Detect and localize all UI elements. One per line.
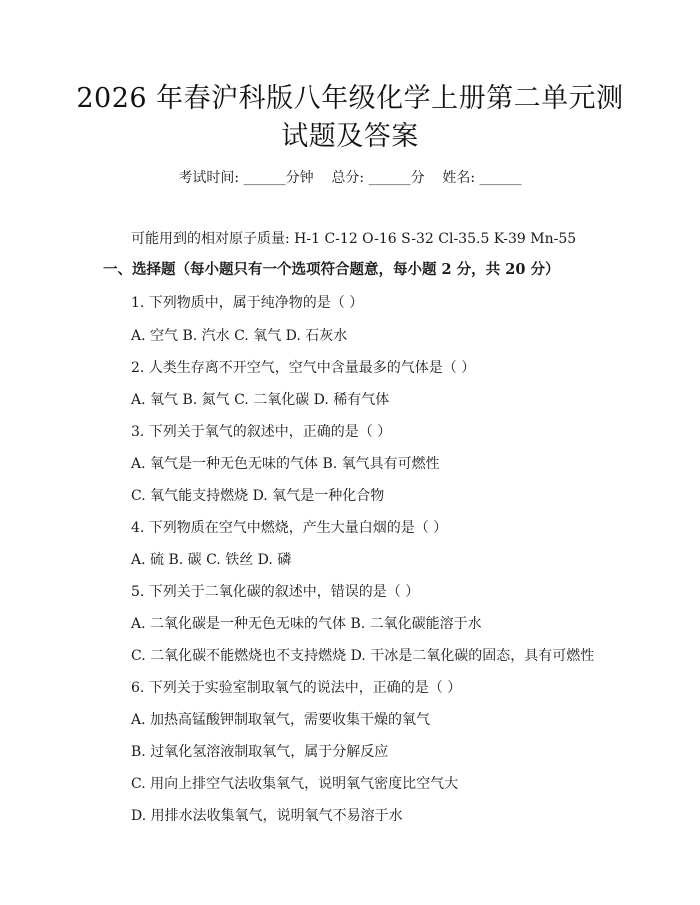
question-options: A. 空气 B. 汽水 C. 氧气 D. 石灰水	[131, 328, 348, 344]
question-options: B. 过氧化氢溶液制取氧气，属于分解反应	[131, 744, 389, 760]
question-options: C. 用向上排空气法收集氧气，说明氧气密度比空气大	[131, 776, 459, 792]
question-stem: 5. 下列关于二氧化碳的叙述中，错误的是（ ）	[131, 584, 420, 600]
question-options: A. 氧气是一种无色无味的气体 B. 氧气具有可燃性	[131, 456, 440, 472]
question-stem: 3. 下列关于氧气的叙述中，正确的是（ ）	[131, 424, 392, 440]
question-options: A. 硫 B. 碳 C. 铁丝 D. 磷	[131, 552, 292, 568]
question-options: D. 用排水法收集氧气，说明氧气不易溶于水	[131, 808, 403, 824]
question-stem: 4. 下列物质在空气中燃烧，产生大量白烟的是（ ）	[131, 520, 448, 536]
question-stem: 6. 下列关于实验室制取氧气的说法中，正确的是（ ）	[131, 680, 462, 696]
question-options: A. 加热高锰酸钾制取氧气，需要收集干燥的氧气	[131, 712, 431, 728]
question-options: C. 氧气能支持燃烧 D. 氧气是一种化合物	[131, 488, 385, 504]
atomic-masses-note: 可能用到的相对原子质量: H-1 C-12 O-16 S-32 Cl-35.5 K-39 Mn-55	[131, 231, 577, 247]
question-options: C. 二氧化碳不能燃烧也不支持燃烧 D. 干冰是二氧化碳的固态，具有可燃性	[131, 648, 595, 664]
question-stem: 2. 人类生存离不开空气，空气中含量最多的气体是（ ）	[131, 360, 476, 376]
question-options: A. 氧气 B. 氮气 C. 二氧化碳 D. 稀有气体	[131, 392, 390, 408]
section-heading-choice: 一、选择题（每小题只有一个选项符合题意，每小题 2 分，共 20 分）	[103, 261, 560, 278]
document-title-line-2: 试题及答案	[281, 121, 419, 152]
exam-info-line: 考试时间: ______分钟 总分: ______分 姓名: ______	[178, 170, 522, 186]
question-options: A. 二氧化碳是一种无色无味的气体 B. 二氧化碳能溶于水	[131, 616, 482, 632]
document-title-line-1: 2026 年春沪科版八年级化学上册第二单元测	[76, 83, 624, 114]
question-stem: 1. 下列物质中，属于纯净物的是（ ）	[131, 295, 364, 311]
